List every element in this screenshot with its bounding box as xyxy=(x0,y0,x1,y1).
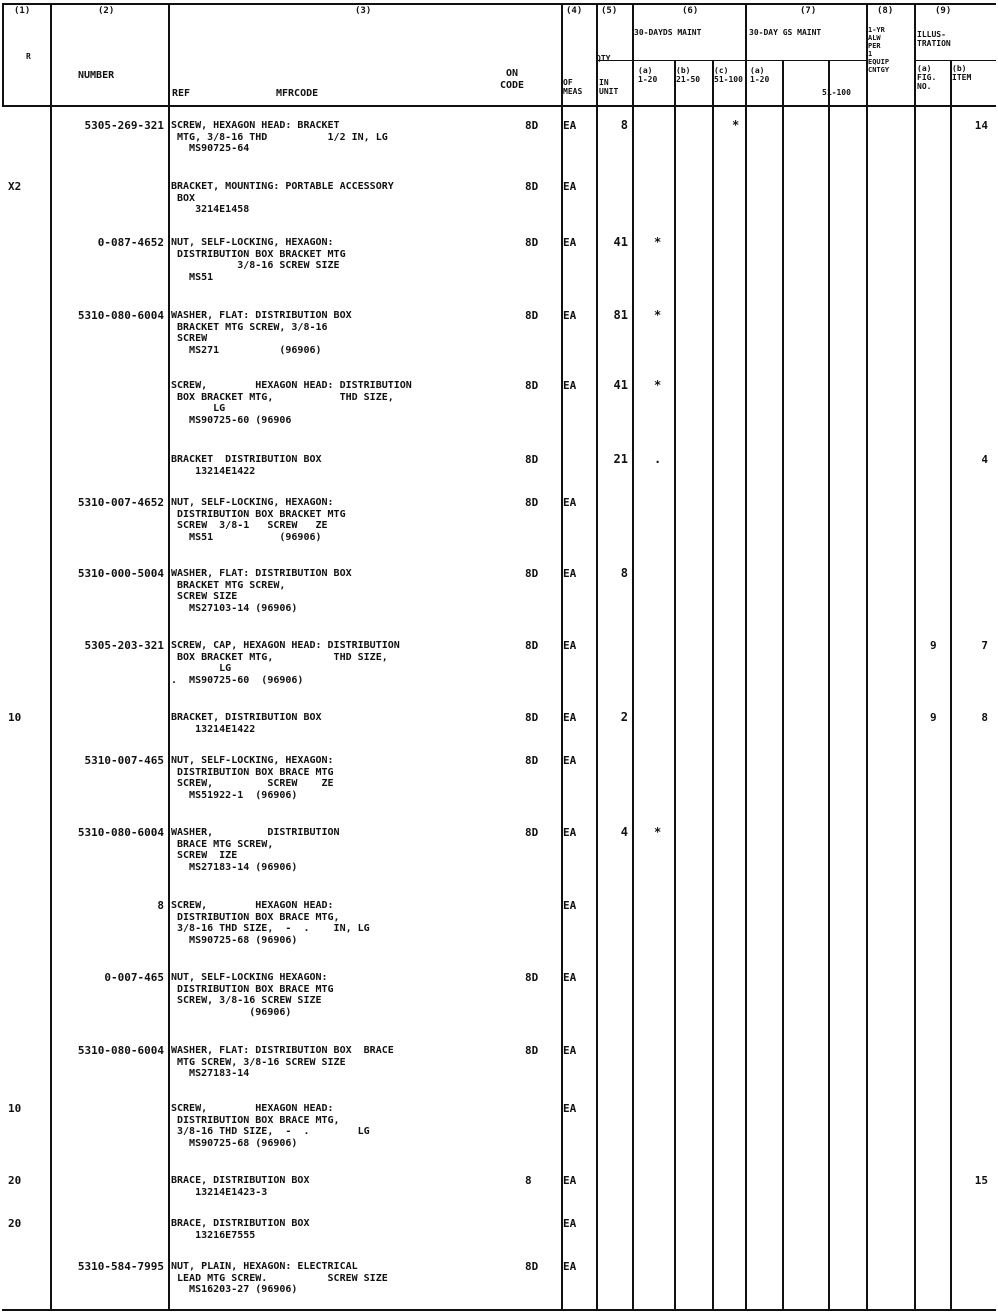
header-1yr-alw: 1-YR ALW PER 1 EQUIP CNTGY xyxy=(868,26,890,75)
row-description: WASHER, FLAT: DISTRIBUTION BOX BRACKET MTG SCREW, SCREW SIZE MS27103-14 (96906) xyxy=(171,568,352,614)
header-7c: 51-100 xyxy=(822,88,851,97)
row-maint-mark: . xyxy=(654,452,662,466)
row-qty: 4 xyxy=(620,825,628,839)
row-description: NUT, PLAIN, HEXAGON: ELECTRICAL LEAD MTG SCREW. SCREW SIZE MS16203-27 (96906) xyxy=(171,1261,388,1295)
row-r-code: 20 xyxy=(8,1217,22,1230)
row-maint-mark: * xyxy=(654,235,662,249)
row-r-code: 10 xyxy=(8,711,22,724)
row-item: 7 xyxy=(981,639,988,652)
row-unit-of-measure: EA xyxy=(563,754,577,767)
header-6b: (b) 21-50 xyxy=(676,66,701,85)
row-qty: 8 xyxy=(620,118,628,132)
row-description: BRACE, DISTRIBUTION BOX 13214E1423-3 xyxy=(171,1175,310,1198)
row-unit-of-measure: EA xyxy=(563,1217,577,1230)
header-bottom-rule xyxy=(2,105,996,107)
row-description: WASHER, DISTRIBUTION BRACE MTG SCREW, SCREW IZE MS27183-14 (96906) xyxy=(171,827,340,873)
row-code: 8D xyxy=(525,567,539,580)
header-col1: R xyxy=(26,52,31,61)
row-unit-of-measure: EA xyxy=(563,711,577,724)
row-qty: 2 xyxy=(620,710,628,724)
row-maint-mark: * xyxy=(654,825,662,839)
bottom-border xyxy=(2,1309,996,1311)
col-rule-7 xyxy=(745,3,747,1311)
row-unit-of-measure: EA xyxy=(563,379,577,392)
row-item: 14 xyxy=(974,119,988,132)
row-unit-of-measure: EA xyxy=(563,496,577,509)
row-stock-number: 8 xyxy=(157,899,164,912)
row-maint-mark: * xyxy=(732,118,740,132)
row-stock-number: 5310-080-6004 xyxy=(77,309,164,322)
row-code: 8D xyxy=(525,180,539,193)
row-unit-of-measure: EA xyxy=(563,309,577,322)
top-border xyxy=(2,3,996,5)
row-code: 8D xyxy=(525,236,539,249)
col9-subrule xyxy=(914,60,996,61)
row-description: NUT, SELF-LOCKING, HEXAGON: DISTRIBUTION BOX BRACKET MTG SCREW 3/8-1 SCREW ZE MS51 (96906) xyxy=(171,497,346,543)
row-qty: 21 xyxy=(613,452,628,466)
row-code: 8D xyxy=(525,971,539,984)
row-fig-no: 9 xyxy=(930,711,937,724)
col-rule-7b xyxy=(782,60,784,1311)
header-30day-gs: 30-DAY GS MAINT xyxy=(749,28,822,37)
col-rule-6c xyxy=(712,60,714,1311)
row-description: NUT, SELF-LOCKING, HEXAGON: DISTRIBUTION BOX BRACE MTG SCREW, SCREW ZE MS51922-1 (96906) xyxy=(171,755,334,801)
colno-5: (5) xyxy=(601,6,618,16)
header-in-unit: IN UNIT xyxy=(599,78,619,97)
row-code: 8D xyxy=(525,453,539,466)
row-description: SCREW, HEXAGON HEAD: DISTRIBUTION BOX BRACE MTG, 3/8-16 THD SIZE, - . LG MS90725-68 (96906) xyxy=(171,1103,370,1149)
row-maint-mark: * xyxy=(654,308,662,322)
row-stock-number: 0-087-4652 xyxy=(97,236,164,249)
row-r-code: 10 xyxy=(8,1102,22,1115)
header-number: NUMBER xyxy=(78,70,115,81)
row-stock-number: 0-007-465 xyxy=(104,971,164,984)
row-unit-of-measure: EA xyxy=(563,180,577,193)
colno-6: (6) xyxy=(682,6,699,16)
colno-9: (9) xyxy=(935,6,952,16)
row-qty: 8 xyxy=(620,566,628,580)
row-description: SCREW, CAP, HEXAGON HEAD: DISTRIBUTION BOX BRACKET MTG, THD SIZE, LG . MS90725-60 (96906) xyxy=(171,640,400,686)
row-stock-number: 5310-007-465 xyxy=(84,754,164,767)
row-unit-of-measure: EA xyxy=(563,1102,577,1115)
row-description: BRACE, DISTRIBUTION BOX 13216E7555 xyxy=(171,1218,310,1241)
row-unit-of-measure: EA xyxy=(563,567,577,580)
header-fig-no: (a) FIG. NO. xyxy=(917,64,937,92)
row-stock-number: 5310-080-6004 xyxy=(77,1044,164,1057)
row-unit-of-measure: EA xyxy=(563,971,577,984)
col-rule-8 xyxy=(866,3,868,1311)
row-code: 8D xyxy=(525,119,539,132)
header-6c: (c) 51-100 xyxy=(714,66,743,85)
row-stock-number: 5310-080-6004 xyxy=(77,826,164,839)
row-stock-number: 5310-007-4652 xyxy=(77,496,164,509)
row-code: 8D xyxy=(525,309,539,322)
row-unit-of-measure: EA xyxy=(563,899,577,912)
col-rule-9 xyxy=(914,3,916,1311)
col-rule-7c xyxy=(828,60,830,1311)
col6-subrule xyxy=(596,60,866,61)
row-description: SCREW, HEXAGON HEAD: BRACKET MTG, 3/8-16 THD 1/2 IN, LG MS90725-64 xyxy=(171,120,388,154)
header-of-meas: OF MEAS xyxy=(563,78,583,97)
row-fig-no: 9 xyxy=(930,639,937,652)
row-stock-number: 5305-203-321 xyxy=(84,639,164,652)
row-code: 8D xyxy=(525,496,539,509)
row-r-code: 20 xyxy=(8,1174,22,1187)
colno-4: (4) xyxy=(566,6,583,16)
row-description: BRACKET, MOUNTING: PORTABLE ACCESSORY BOX 3214E1458 xyxy=(171,181,394,215)
colno-2: (2) xyxy=(98,6,115,16)
row-item: 8 xyxy=(981,711,988,724)
row-code: 8D xyxy=(525,379,539,392)
row-unit-of-measure: EA xyxy=(563,236,577,249)
col-rule-1 xyxy=(2,3,4,106)
row-qty: 41 xyxy=(613,235,628,249)
row-maint-mark: * xyxy=(654,378,662,392)
colno-1: (1) xyxy=(14,6,31,16)
row-description: BRACKET DISTRIBUTION BOX 13214E1422 xyxy=(171,454,322,477)
header-item: (b) ITEM xyxy=(952,64,972,83)
col-rule-6 xyxy=(632,3,634,1311)
row-description: WASHER, FLAT: DISTRIBUTION BOX BRACKET MTG SCREW, 3/8-16 SCREW MS271 (96906) xyxy=(171,310,352,356)
colno-3: (3) xyxy=(355,6,372,16)
row-description: WASHER, FLAT: DISTRIBUTION BOX BRACE MTG SCREW, 3/8-16 SCREW SIZE MS27183-14 xyxy=(171,1045,394,1079)
row-stock-number: 5310-000-5004 xyxy=(77,567,164,580)
row-description: NUT, SELF-LOCKING, HEXAGON: DISTRIBUTION BOX BRACKET MTG 3/8-16 SCREW SIZE MS51 xyxy=(171,237,346,283)
header-6a: (a) 1-20 xyxy=(638,66,658,85)
row-unit-of-measure: EA xyxy=(563,1260,577,1273)
col-rule-9b xyxy=(950,60,952,1311)
row-code: 8D xyxy=(525,754,539,767)
row-unit-of-measure: EA xyxy=(563,639,577,652)
row-unit-of-measure: EA xyxy=(563,1044,577,1057)
row-qty: 41 xyxy=(613,378,628,392)
col-rule-5 xyxy=(596,3,598,1311)
row-stock-number: 5305-269-321 xyxy=(84,119,164,132)
header-qty: QTY xyxy=(596,54,611,63)
col-rule-2 xyxy=(50,3,52,1311)
row-stock-number: 5310-584-7995 xyxy=(77,1260,164,1273)
header-on-code: ON CODE xyxy=(500,68,525,91)
header-ref: REF xyxy=(172,88,191,99)
row-description: NUT, SELF-LOCKING HEXAGON: DISTRIBUTION BOX BRACE MTG SCREW, 3/8-16 SCREW SIZE (96906) xyxy=(171,972,334,1018)
colno-7: (7) xyxy=(800,6,817,16)
header-mfrcode: MFRCODE xyxy=(276,88,319,99)
row-code: 8D xyxy=(525,639,539,652)
row-unit-of-measure: EA xyxy=(563,826,577,839)
row-description: SCREW, HEXAGON HEAD: DISTRIBUTION BOX BRACKET MTG, THD SIZE, LG MS90725-60 (96906 xyxy=(171,380,412,426)
row-code: 8D xyxy=(525,1044,539,1057)
row-code: 8D xyxy=(525,1260,539,1273)
row-item: 15 xyxy=(974,1174,988,1187)
colno-8: (8) xyxy=(877,6,894,16)
row-unit-of-measure: EA xyxy=(563,1174,577,1187)
row-item: 4 xyxy=(981,453,988,466)
row-r-code: X2 xyxy=(8,180,22,193)
row-code: 8D xyxy=(525,826,539,839)
row-description: BRACKET, DISTRIBUTION BOX 13214E1422 xyxy=(171,712,322,735)
row-description: SCREW, HEXAGON HEAD: DISTRIBUTION BOX BRACE MTG, 3/8-16 THD SIZE, - . IN, LG MS90725-68 (96906) xyxy=(171,900,370,946)
header-30day-ds: 30-DAYDS MAINT xyxy=(634,28,702,37)
row-unit-of-measure: EA xyxy=(563,119,577,132)
row-qty: 81 xyxy=(613,308,628,322)
col-rule-6b xyxy=(674,60,676,1311)
row-code: 8 xyxy=(525,1174,532,1187)
header-7a: (a) 1-20 xyxy=(750,66,770,85)
header-illustration: ILLUS- TRATION xyxy=(917,30,951,49)
row-code: 8D xyxy=(525,711,539,724)
col-rule-3 xyxy=(168,3,170,1311)
